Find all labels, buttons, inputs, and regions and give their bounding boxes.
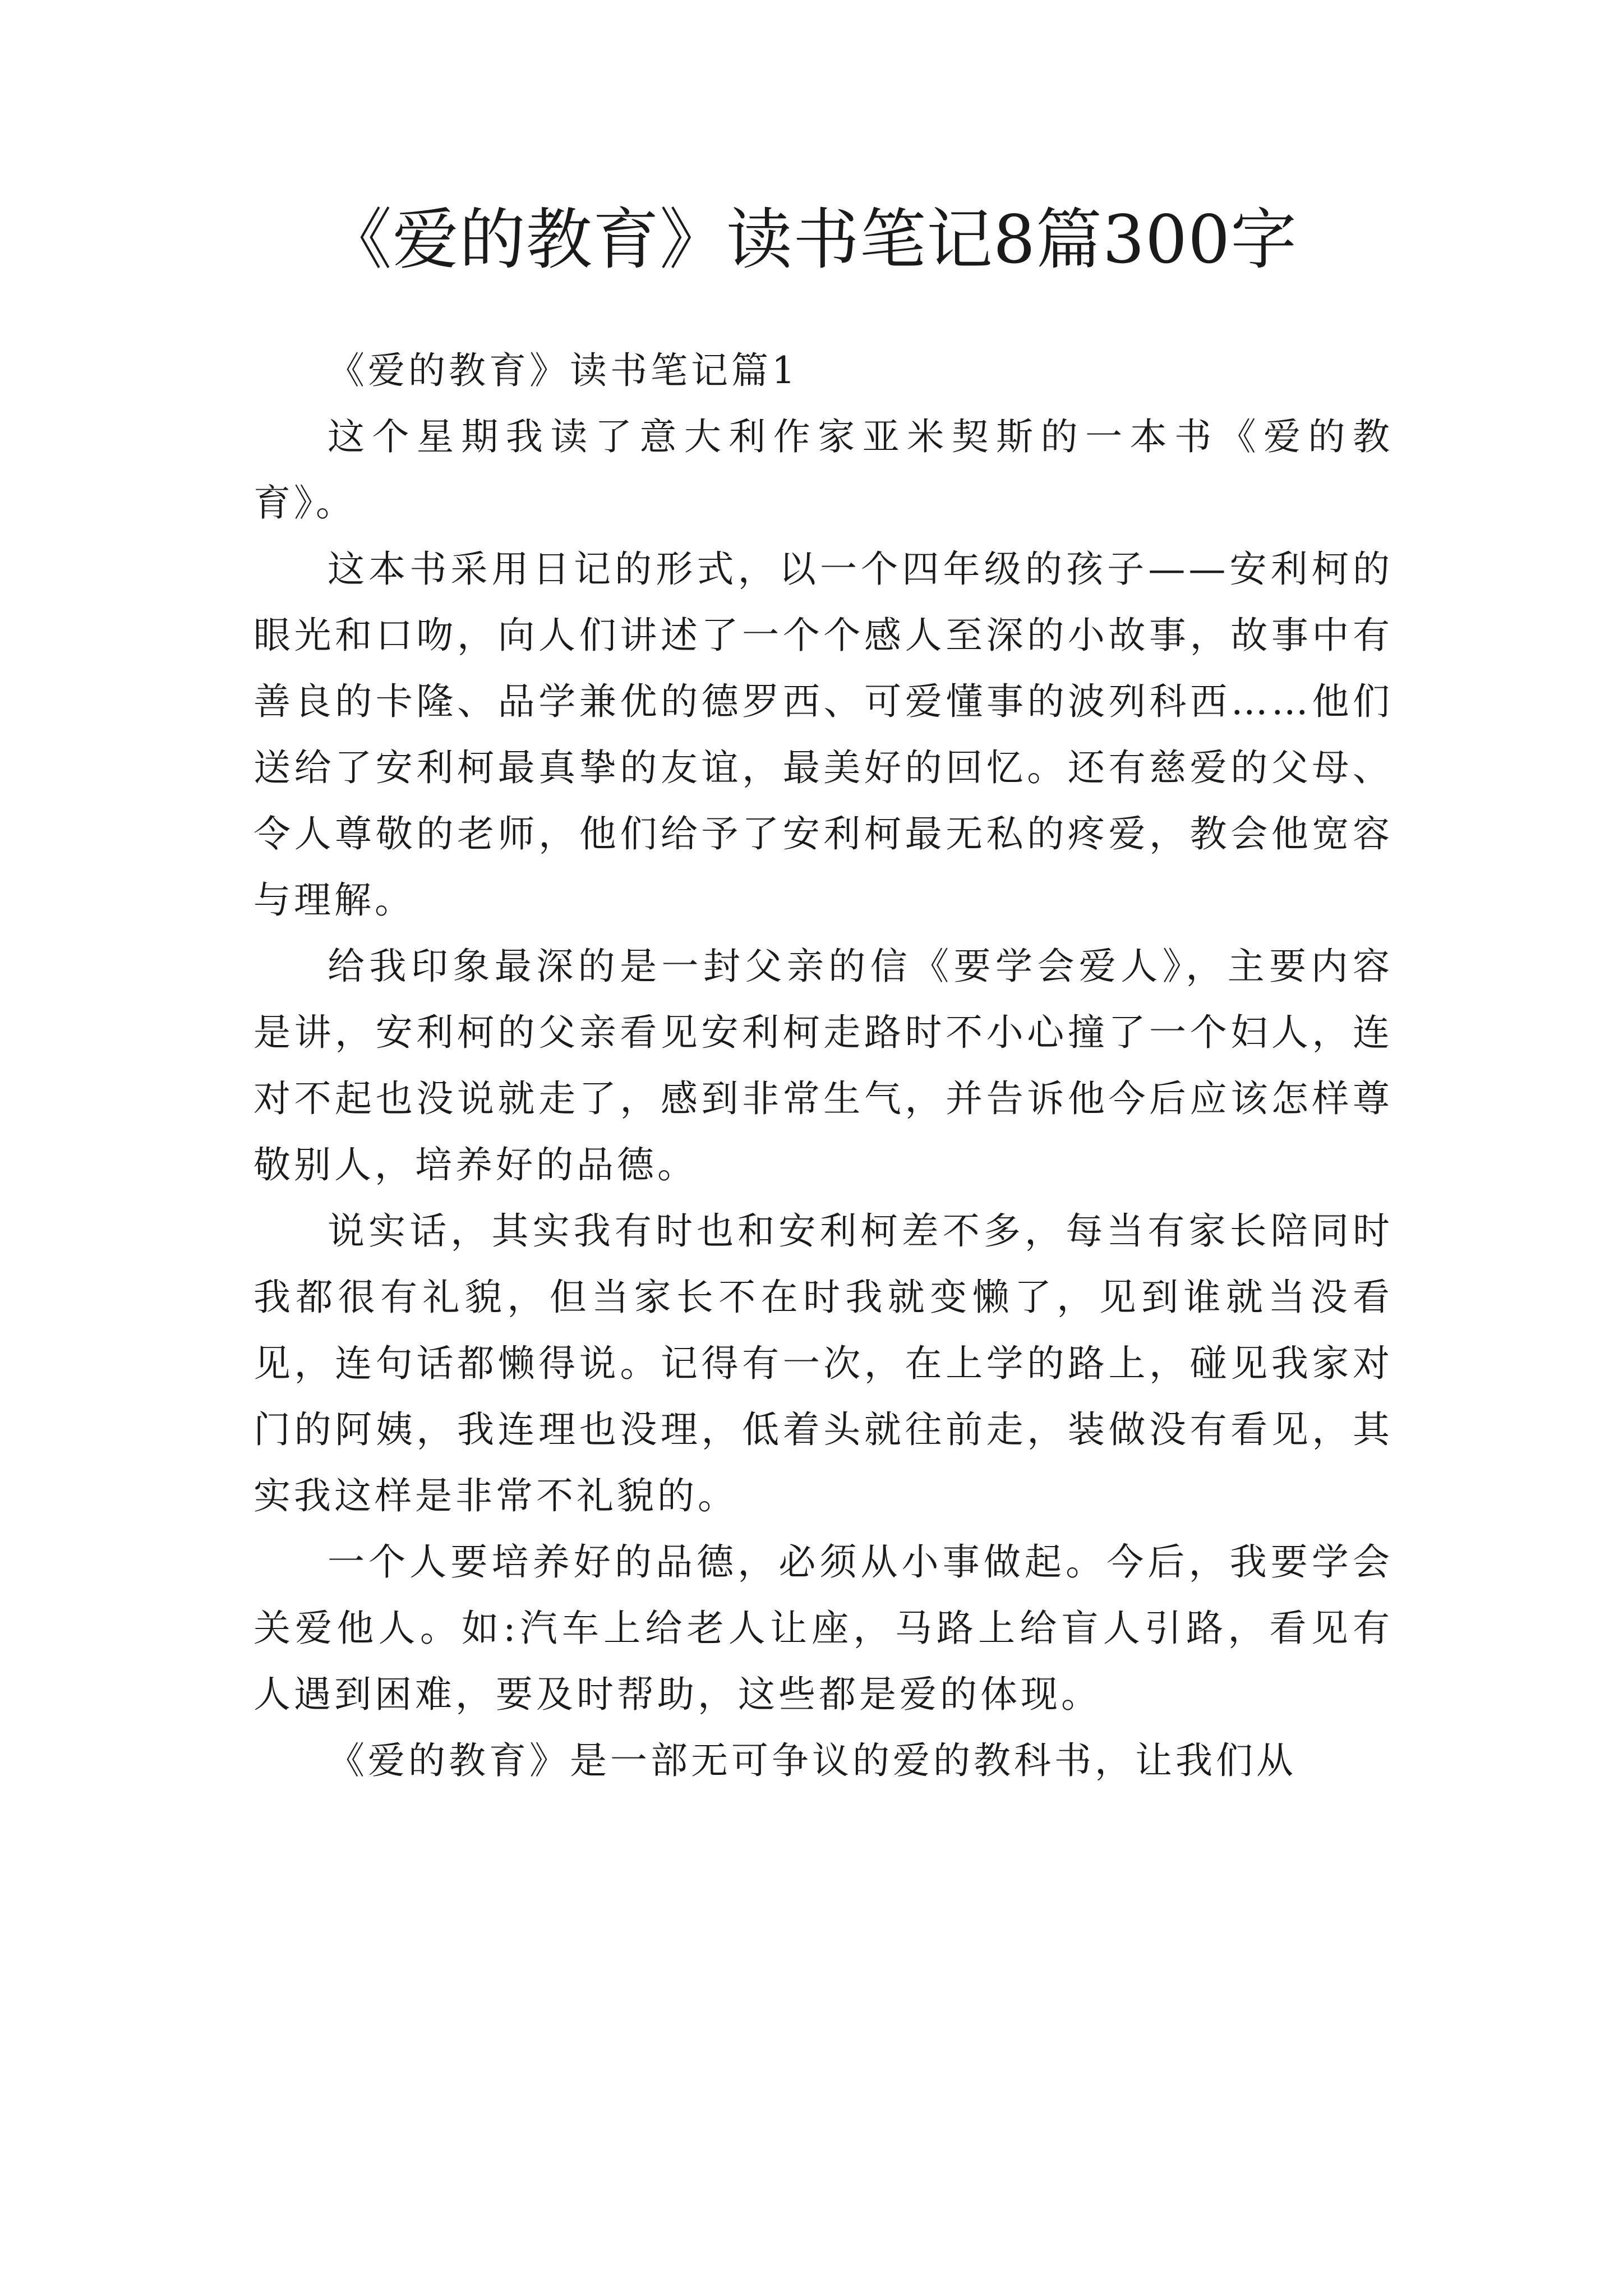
section-heading: 《爱的教育》读书笔记篇1 xyxy=(328,349,799,392)
paragraph: 《爱的教育》是一部无可争议的爱的教科书，让我们从 xyxy=(328,1739,1297,1782)
paragraph: 说实话，其实我有时也和安利柯差不多，每当有家长陪同时我都很有礼貌，但当家长不在时我就变懒了，见到谁就当没看见，连句话都懒得说。记得有一次，在上学的路上，碰见我家对门的阿姨，我连理也没理，低着头就往前走，装做没有看见，其实我这样是非常不礼貌的。 xyxy=(253,1209,1393,1517)
paragraph: 给我印象最深的是一封父亲的信《要学会爱人》，主要内容是讲，安利柯的父亲看见安利柯走路时不小心撞了一个妇人，连对不起也没说就走了，感到非常生气，并告诉他今后应该怎样尊敬别人，培养好的品德。 xyxy=(253,945,1393,1186)
document-body xyxy=(253,338,1393,1794)
paragraph: 这个星期我读了意大利作家亚米契斯的一本书《爱的教育》。 xyxy=(253,415,1393,524)
paragraph: 这本书采用日记的形式，以一个四年级的孩子——安利柯的眼光和口吻，向人们讲述了一个个感人至深的小故事，故事中有善良的卡隆、品学兼优的德罗西、可爱懂事的波列科西……他们送给了安利柯最真挚的友谊，最美好的回忆。还有慈爱的父母、令人尊敬的老师，他们给予了安利柯最无私的疼爱，教会他宽容与理解。 xyxy=(253,547,1393,922)
paragraph: 一个人要培养好的品德，必须从小事做起。今后，我要学会关爱他人。如:汽车上给老人让座，马路上给盲人引路，看见有人遇到困难，要及时帮助，这些都是爱的体现。 xyxy=(253,1540,1393,1716)
document-title: 《爱的教育》读书笔记8篇300字 xyxy=(325,201,1298,278)
